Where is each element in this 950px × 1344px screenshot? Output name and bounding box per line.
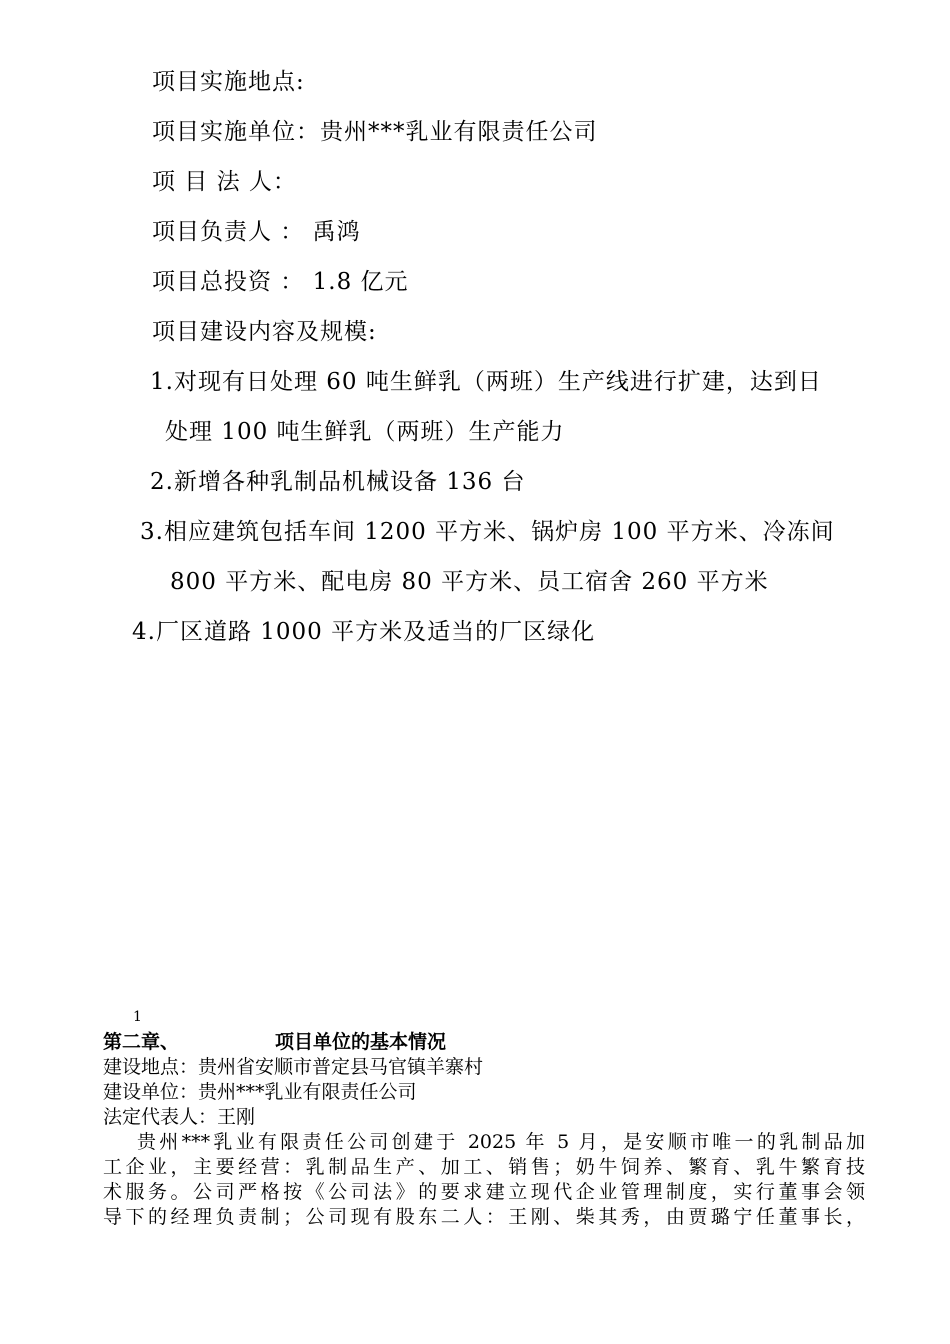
project-scope-heading: 项目建设内容及规模: xyxy=(152,319,377,345)
legal-representative-line: 法定代表人：王刚 xyxy=(103,1106,256,1128)
project-manager-line: 项目负责人 ： 禹鸿 xyxy=(152,219,361,245)
scope-item-3-line-2: 800 平方米、配电房 80 平方米、员工宿舍 260 平方米 xyxy=(170,569,769,595)
scope-item-2-line-1: 2.新增各种乳制品机械设备 136 台 xyxy=(150,469,526,495)
project-location-line: 项目实施地点: xyxy=(152,69,305,95)
chapter-number: 第二章、 xyxy=(103,1031,180,1053)
paragraph-line: 贵州***乳业有限责任公司创建于 2025 年 5 月，是安顺市唯一的乳制品加 xyxy=(137,1131,865,1153)
construction-site-line: 建设地点：贵州省安顺市普定县马官镇羊寨村 xyxy=(103,1056,484,1078)
scope-item-3-line-1: 3.相应建筑包括车间 1200 平方米、锅炉房 100 平方米、冷冻间 xyxy=(140,519,835,545)
project-unit-line: 项目实施单位：贵州***乳业有限责任公司 xyxy=(152,119,598,145)
project-investment-line: 项目总投资 ： 1.8 亿元 xyxy=(152,269,409,295)
scope-item-1-line-2: 处理 100 吨生鲜乳（两班）生产能力 xyxy=(165,419,565,445)
paragraph-line: 导下的经理负责制；公司现有股东二人：王刚、柴其秀，由贾璐宁任董事长， xyxy=(103,1206,865,1228)
chapter-heading xyxy=(103,1030,447,1054)
scope-item-1-line-1: 1.对现有日处理 60 吨生鲜乳（两班）生产线进行扩建，达到日 xyxy=(150,369,822,395)
page-number: 1 xyxy=(133,1009,142,1025)
project-legal-person-line: 项 目 法 人： xyxy=(152,169,297,195)
paragraph-line: 术服务。公司严格按《公司法》的要求建立现代企业管理制度，实行董事会领 xyxy=(103,1181,865,1203)
construction-unit-line: 建设单位：贵州***乳业有限责任公司 xyxy=(103,1081,417,1103)
company-description-paragraph xyxy=(103,1130,865,1230)
paragraph-line: 工企业，主要经营：乳制品生产、加工、销售；奶牛饲养、繁育、乳牛繁育技 xyxy=(103,1156,865,1178)
scope-item-4-line-1: 4.厂区道路 1000 平方米及适当的厂区绿化 xyxy=(132,619,596,645)
chapter-title: 项目单位的基本情况 xyxy=(275,1031,447,1053)
